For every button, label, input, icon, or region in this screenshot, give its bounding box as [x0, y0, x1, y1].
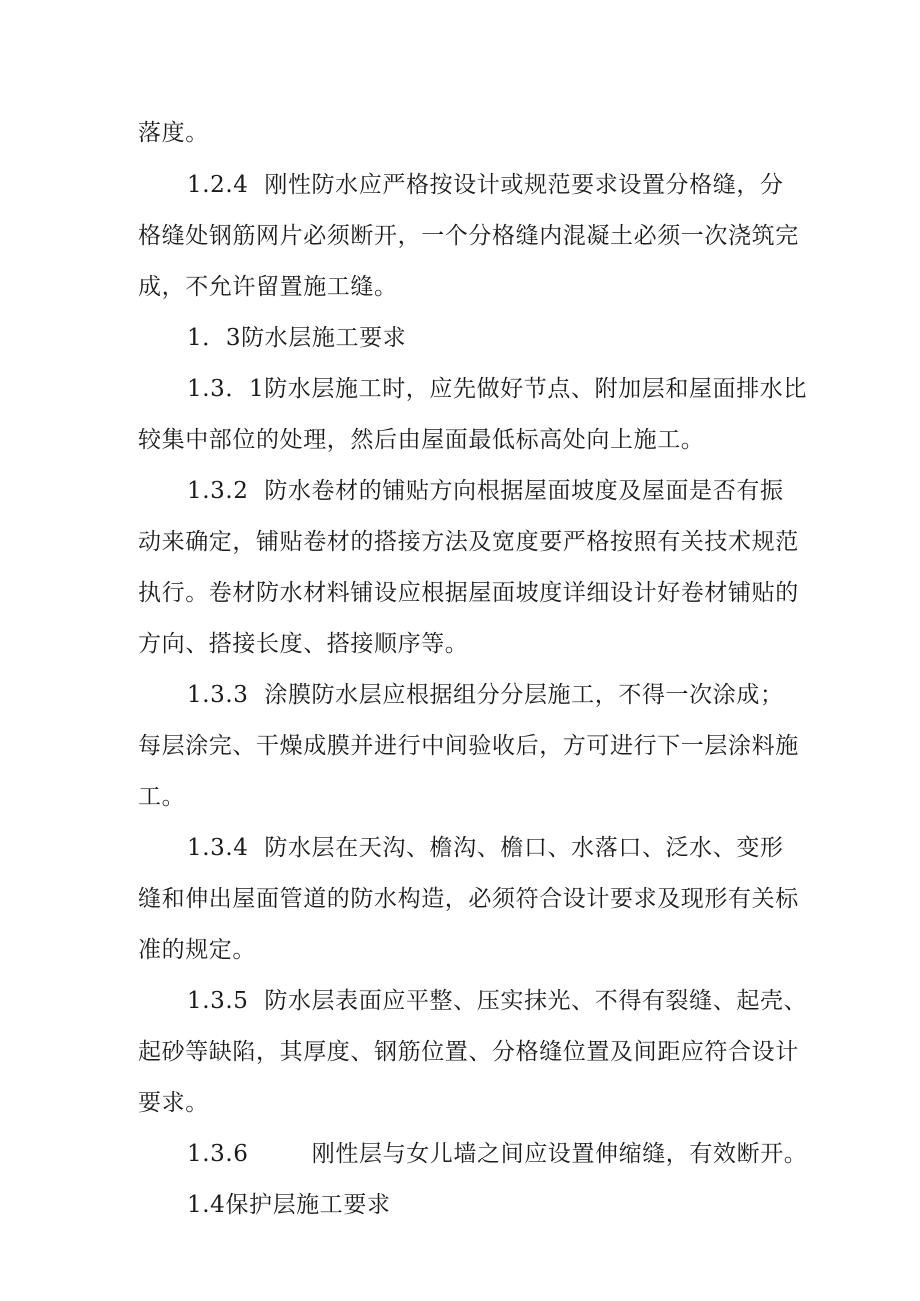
text-line: 成，不允许留置施工缝。 — [138, 274, 398, 300]
text-line: 1.2.4 刚性防水应严格按设计或规范要求设置分格缝，分 — [187, 172, 784, 198]
section-heading: 1．3防水层施工要求 — [187, 325, 407, 351]
text-line: 1.3.5 防水层表面应平整、压实抹光、不得有裂缝、起壳、 — [187, 988, 808, 1014]
text-line: 1.3.3 涂膜防水层应根据组分分层施工，不得一次涂成； — [187, 682, 784, 708]
text-line: 缝和伸出屋面管道的防水构造，必须符合设计要求及现形有关标 — [138, 886, 799, 912]
text-line: 动来确定，铺贴卷材的搭接方法及宽度要严格按照有关技术规范 — [138, 529, 799, 555]
section-heading: 1.4保护层施工要求 — [187, 1192, 391, 1218]
text-line: 格缝处钢筋网片必须断开，一个分格缝内混凝土必须一次浇筑完 — [138, 223, 799, 249]
text-line: 1.3.6 刚性层与女儿墙之间应设置伸缩缝，有效断开。 — [187, 1141, 808, 1167]
text-line: 每层涂完、干燥成膜并进行中间验收后，方可进行下一层涂料施 — [138, 733, 799, 759]
text-line: 1.3．1防水层施工时，应先做好节点、附加层和屋面排水比 — [187, 376, 808, 402]
text-line: 工。 — [138, 784, 186, 810]
text-line: 要求。 — [138, 1090, 209, 1116]
text-line: 落度。 — [138, 120, 209, 146]
text-line: 起砂等缺陷，其厚度、钢筋位置、分格缝位置及间距应符合设计 — [138, 1039, 799, 1065]
text-line: 1.3.2 防水卷材的铺贴方向根据屋面坡度及屋面是否有振 — [187, 478, 784, 504]
text-line: 方向、搭接长度、搭接顺序等。 — [138, 631, 469, 657]
text-line: 准的规定。 — [138, 937, 256, 963]
text-line: 1.3.4 防水层在天沟、檐沟、檐口、水落口、泛水、变形 — [187, 835, 784, 861]
text-line: 执行。卷材防水材料铺设应根据屋面坡度详细设计好卷材铺贴的 — [138, 580, 799, 606]
text-line: 较集中部位的处理，然后由屋面最低标高处向上施工。 — [138, 427, 705, 453]
